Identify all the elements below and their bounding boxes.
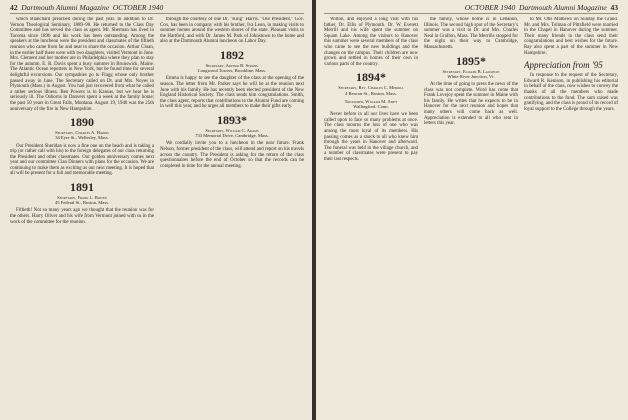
class-address: 34 Eyre St., Wellesley, Mass. xyxy=(55,135,109,141)
left-page-number: 42 xyxy=(10,3,18,12)
class-secretary: Secretary, William C. Adams xyxy=(205,127,259,133)
class-secretary: Secretary, Eliakim B. Laughlin xyxy=(442,68,500,74)
class-address: 4 Beacon St., Boston, Mass. xyxy=(345,90,397,96)
class-year-heading: 1894* xyxy=(356,70,386,85)
left-running-head xyxy=(10,3,304,14)
column-text: Emma is happy to see the daughter of the class at the opening of the season. The letter from Mr. Parker says he will be at the reunion next June with his family. He has recently been elected president of the New England Historical Society. The class sends him congratulations. Smith, the class agent, reports that contributions to the Alumni Fund are coming in well this year, and he urges all members to make their gifts early. xyxy=(160,76,304,110)
class-address: White River Junction, Vt. xyxy=(447,73,495,79)
column-text: through the courtesy of one Dr. "King" Harris. "Our President." Gov. Cox, has been in company with his brother, Iva Leon, in making visits to summer homes around the western shores of the state. Pleasant visits to the Hartford, and with Dr. James M. Park of Johnstown to the home and also at the Dartmouth Alumni luncheon on Labor Day. xyxy=(160,17,304,45)
right-columns xyxy=(324,17,618,417)
column-text: the family, whose home is in Lebanon, Illinois. The second high spot of the Secretary's summer was a visit to Dr. and Mrs. Charles Neal in Grafton, Mass. The Merrills stopped for the night on their way to Cambridge, Massachusetts. xyxy=(424,17,518,50)
right-page-number: 43 xyxy=(610,3,618,12)
class-secretary: Secretary, Frank L. Bowen xyxy=(57,195,107,201)
class-address: Wallingford, Conn. xyxy=(353,103,389,109)
column-text: At the time of going to press the news of the class was not complete. Word has come that Frank Lovejoy spent the summer in Maine with his family. He writes that he expects to be in Hanover for the next reunion and hopes that many others will come back as well. Appreciation is extended to all who sent in letters this year. xyxy=(424,81,518,127)
class-year-heading: 1892 xyxy=(220,47,244,62)
right-column-3 xyxy=(524,17,618,417)
left-issue: OCTOBER 1940 xyxy=(112,3,164,12)
left-column-2 xyxy=(160,17,304,417)
column-text: Never before in all our lives have we been called upon to face so many problems at once. The class mourns the loss of one who was among the most loyal of its members. His passing comes as a shock to all who knew him through the years in Hanover and afterward. The funeral was held in the village church, and a number of classmates were present to pay their last respects. xyxy=(324,112,418,162)
column-text: We cordially invite you to a luncheon in the near future. Frank Nelson, former president of the class, will attend and report on his travels across the country. The President is asking for the return of the class questionnaires before the end of October so that the records can be completed in time for the annual meeting. xyxy=(160,141,304,169)
appreciation-heading: Appreciation from '95 xyxy=(524,60,603,71)
right-issue: OCTOBER 1940 xyxy=(464,3,516,12)
class-address: 733 Memorial Drive, Cambridge, Mass. xyxy=(195,133,269,139)
class-year-heading: 1895* xyxy=(456,53,486,68)
column-text: Wilton, and enjoyed a long visit with his father, Dr. Ellis of Plymouth. Dr. W. Everett Merrill and his wife spent the summer on Squam Lake. Among the visitors to Hanover this summer were several members of the class who came to see the new buildings and the changes on the campus. Their children are now grown and settled in homes of their own in various parts of the country. xyxy=(324,17,418,67)
left-column-1 xyxy=(10,17,154,417)
class-address: 45 Federal St., Boston, Mass. xyxy=(54,200,110,206)
class-year-heading: 1891 xyxy=(70,180,94,195)
class-year-heading: 1890 xyxy=(70,115,94,130)
class-secretary: Secretary, Arthur B. Strong xyxy=(205,62,259,68)
left-columns xyxy=(10,17,304,417)
left-magazine-name: Dartmouth Alumni Magazine xyxy=(21,3,110,12)
column-text: Fiftieth! Not so many years ago we thought that the reunion was for the others. Harry Oliver and his wife from Vermont joined with us in the work of the committee for the reunion. xyxy=(10,208,154,225)
right-column-1 xyxy=(324,17,418,417)
class-treasurer: Treasurer, William M. Amey xyxy=(344,98,398,104)
right-page xyxy=(316,0,628,420)
class-year-heading: 1893* xyxy=(217,112,247,127)
left-page xyxy=(0,0,312,420)
column-text: to Mr. Otis Mathews on Sunday the Grand. Mr. and Mrs. Tolman of Pittsfield were married in the Chapel in Hanover during the summer. Their many friends in the class send their congratulations and best wishes for the future. Ray also spent a part of the summer in New Hampshire. xyxy=(524,17,618,56)
column-text: Our President Sheridan is now a fine one on the beach and is taking a trip (or rather call with his) to the foreign delegates of our class returning the President and other classmates. Our golden anniversary comes next year and our committee Clan Dinners with plans for the occasion. We are continuing to make them as exciting as our next meeting. It is hoped that all will be present for a full and memorable meeting. xyxy=(10,143,154,177)
column-text: In response to the request of the Secretary, Edward R. Kenison, in publishing his editorial in behalf of the class, now wishes to convey the thanks of all the members who made contributions to the fund. The sum raised was gratifying, and the class is proud of its record of loyal support to the College through the years. xyxy=(524,73,618,112)
class-address: Longwood Towers, Brookline, Mass. xyxy=(197,68,267,74)
right-magazine-name: Dartmouth Alumni Magazine xyxy=(518,3,607,12)
right-running-head xyxy=(324,3,618,14)
right-column-2 xyxy=(424,17,518,417)
column-text: which Blanchard preached during the past year. In addition to Dr. Vernon Theological Seminary, 1889–90. He returned to the Class Day Committee and has served the class as agent. Mr. Sherman has lived in Tacoma since 1896 and his work has been outstanding. Among the speakers at the luncheon were the president and classmates of the fiftieth reunion who came from far and near to share the occasion. Arthur Cloan, in the earlier half there were with two daughters, visited Vermont in June. Mrs. Clement and her mother are in Philadelphia where they plan to stay for the autumn. E. R. Davis spent a busy summer in Brunswick, Maine. The Atlantic Ocean reporters in New York, but he found time for several delightful excursions. Our sympathies go to Flagg whose only brother passed away in June. The Secretary called on Dr. and Mrs. Noyes in Plymouth (Mass.) in August. You had just recovered from what he called a rather serious illness. Ben Powers is in Kansas, but we hear he is seriously ill. The Osborns in Danvers spent a week at the family home; the past 50 years in Great Falls, Montana. August 19, 1940 was the 25th anniversary of the fire in New Hampshire. xyxy=(10,17,154,112)
class-secretary: Secretary, Charles A. Harris xyxy=(55,130,109,136)
class-secretary: Secretary, Rev. Charles C. Merrill xyxy=(338,85,404,91)
